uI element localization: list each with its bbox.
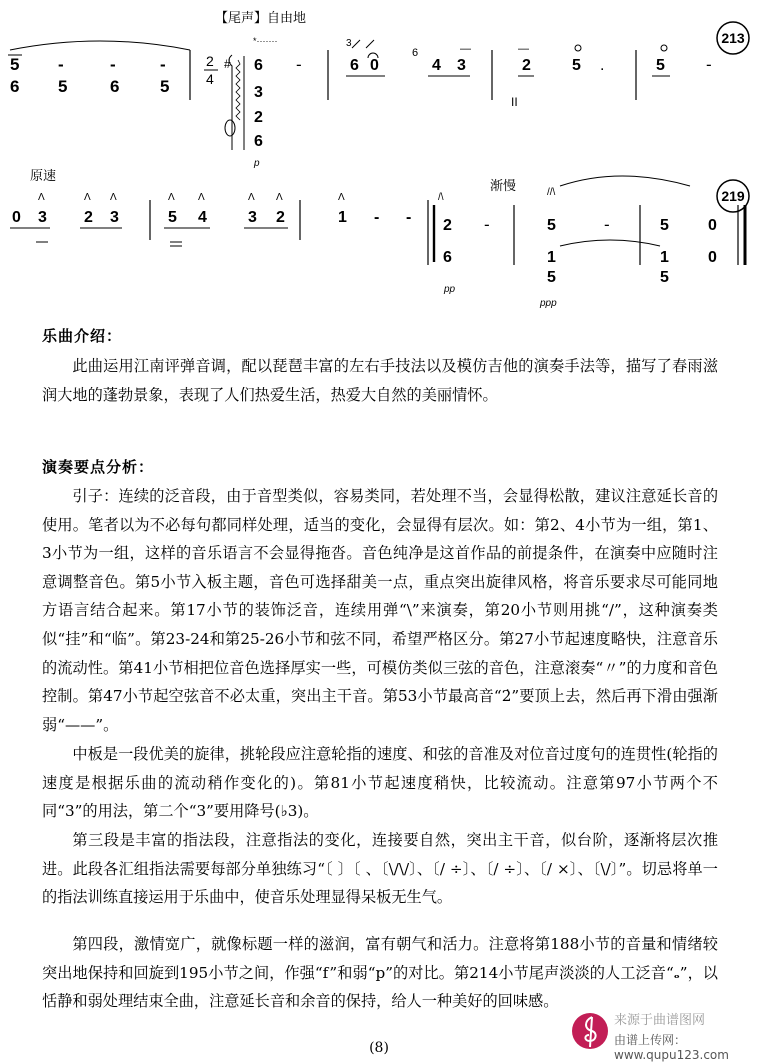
svg-text:6: 6	[350, 57, 359, 74]
svg-text:0: 0	[12, 209, 21, 226]
analysis-paragraph-1: 引子：连续的泛音段，由于音型类似，容易类同，若处理不当，会显得松散，建议注意延长音的使用。笔者以为不必每句都同样处理，适当的变化，会显得有层次。如：第2、4小节为一组，第1、3小节为一组，这样的音乐语言不会显得拖沓。音色纯净是这首作品的前提条件，在演奏中应随时注意调整音色。第5小节入板主题，音色可选择甜美一点，重点突出旋律风格，将音乐要求尽可能同地方语言结合起来。第17小节的装饰泛音，连续用弹“\”来演奏，第20小节则用挑“/”，这种演奏类似“挂”和“临”。第23-24和第25-26小节和弦不同，希望严格区分。第27小节起速度略快，注意音乐的流动性。第41小节相把位音色选择厚实一些，可模仿类似三弦的音色，注意滚奏“〃”的力度和音色控制。第47小节起空弦音不必太重，突出主干音。第53小节最高音“2̇”要顶上去，然后再下滑由强渐弱“——”。	[42, 487, 718, 734]
svg-text:1: 1	[338, 209, 347, 226]
svg-text:3: 3	[38, 209, 47, 226]
harmonic-label: II	[511, 95, 518, 109]
svg-text:Λ: Λ	[38, 192, 45, 203]
slur	[10, 41, 190, 50]
svg-text:-: -	[374, 209, 380, 226]
analysis-paragraph-4: 第四段，激情宽广，就像标题一样的滋润，富有朝气和活力。注意将第188小节的音量和情绪较突出地保持和回旋到195小节之间，作强“f”和弱“p”的对比。第214小节尾声淡淡的人工泛音“𝅝”，以恬静和弱处理结束全曲，注意延长音和余音的保持，给人一种美好的回味感。	[42, 935, 718, 1011]
watermark-line-1: 来源于曲谱图网	[614, 1013, 706, 1028]
dynamic-ppp: ppp	[540, 298, 557, 309]
svg-text:5: 5	[547, 269, 556, 286]
svg-text:5: 5	[660, 217, 669, 234]
svg-text:4: 4	[198, 209, 207, 226]
tempo-yuansu: 原速	[30, 168, 57, 183]
svg-text:2: 2	[276, 209, 285, 226]
svg-text:-: -	[484, 215, 490, 234]
dots-mark: *·······	[253, 36, 278, 46]
svg-text:0: 0	[708, 217, 717, 234]
time-sig-top: 2	[206, 53, 214, 69]
svg-text:3: 3	[248, 209, 257, 226]
svg-text://\: //\	[547, 187, 556, 198]
svg-text:5: 5	[656, 57, 665, 74]
svg-text:Λ: Λ	[248, 192, 255, 203]
watermark	[562, 1005, 752, 1062]
dynamic-pp: pp	[444, 284, 456, 295]
svg-text:-: -	[110, 55, 116, 74]
svg-text:6: 6	[412, 47, 419, 59]
svg-text:2: 2	[84, 209, 93, 226]
svg-text:5: 5	[168, 209, 177, 226]
intro-heading: 乐曲介绍：	[42, 327, 123, 345]
svg-text:3: 3	[457, 57, 466, 74]
svg-text:-: -	[58, 55, 64, 74]
svg-text:5: 5	[660, 269, 669, 286]
svg-text:213: 213	[721, 30, 745, 46]
svg-text:0: 0	[370, 57, 379, 74]
svg-text:Λ: Λ	[338, 192, 345, 203]
svg-text:6: 6	[110, 77, 120, 96]
svg-text:/\: /\	[438, 192, 444, 203]
score-excerpt	[0, 0, 758, 310]
svg-text:6: 6	[10, 77, 20, 96]
intro-paragraph: 此曲运用江南评弹音调，配以琵琶丰富的左右手技法以及模仿吉他的演奏手法等，描写了春雨滋润大地的蓬勃景象，表现了人们热爱生活，热爱大自然的美丽情怀。	[42, 357, 718, 404]
svg-text:-: -	[296, 55, 302, 74]
svg-text:2: 2	[254, 109, 263, 126]
svg-text:3: 3	[346, 38, 352, 49]
svg-text:4: 4	[432, 57, 441, 74]
analysis-paragraph-3: 第三段是丰富的指法段，注意指法的变化，连接要自然，突出主干音，似台阶，逐渐将层次推进。此段各汇组指法需要每部分单独练习“〔 〕〔 、〔\/\/〕、〔/ ÷〕、〔/ ÷〕、〔/ ×〕、〔\/〕”。切忌将单一的指法训练直接运用于乐曲中，使音乐处理显得呆板无生气。	[42, 831, 718, 907]
svg-text:Λ: Λ	[276, 192, 283, 203]
svg-text:-: -	[604, 215, 610, 234]
svg-text:-: -	[406, 209, 412, 226]
tempo-jianman: 渐慢	[490, 178, 517, 193]
svg-text:1: 1	[547, 249, 556, 266]
svg-text:219: 219	[721, 188, 745, 204]
notes-row-1	[10, 55, 169, 96]
mark: #	[224, 57, 231, 71]
watermark-line-2: 由谱上传网：www.qupu123.com	[614, 1033, 729, 1062]
time-sig-bottom: 4	[206, 71, 214, 87]
svg-text:Λ: Λ	[198, 192, 205, 203]
svg-text:5: 5	[10, 55, 20, 74]
svg-text:6: 6	[254, 57, 263, 74]
svg-text:-: -	[160, 55, 166, 74]
svg-text:3: 3	[254, 84, 263, 101]
svg-text:0: 0	[708, 249, 717, 266]
analysis-heading: 演奏要点分析：	[42, 458, 155, 476]
svg-text:5: 5	[58, 77, 68, 96]
svg-text:1: 1	[660, 249, 669, 266]
svg-text:Λ: Λ	[110, 192, 117, 203]
chord-notes	[254, 57, 263, 150]
svg-text:6: 6	[443, 249, 452, 266]
svg-text:5: 5	[547, 217, 556, 234]
svg-text:2: 2	[443, 217, 452, 234]
treble-clef-logo-icon	[570, 1011, 610, 1051]
section-marker: 【尾声】自由地	[215, 10, 307, 25]
svg-text:Λ: Λ	[168, 192, 175, 203]
svg-text:Λ: Λ	[84, 192, 91, 203]
analysis-paragraph-2: 中板是一段优美的旋律，挑轮段应注意轮指的速度、和弦的音准及对位音过度句的连贯性(轮指的速度是根据乐曲的流动稍作变化的)。第81小节起速度稍快，比较流动。注意第97小节两个不同“3”的用法，第二个“3”要用降号(♭3)。	[42, 745, 718, 821]
svg-text:—: —	[460, 43, 471, 55]
svg-text:—: —	[518, 43, 529, 55]
svg-text:5: 5	[572, 57, 581, 74]
jianpu-score	[0, 0, 758, 310]
svg-text:-: -	[706, 55, 712, 74]
dynamic-p: p	[254, 158, 260, 169]
svg-text:5: 5	[160, 77, 170, 96]
svg-text:3: 3	[110, 209, 119, 226]
accent-marks	[38, 192, 345, 203]
svg-text:6: 6	[254, 133, 263, 150]
notes-row-2	[12, 200, 411, 240]
svg-text:2: 2	[522, 57, 531, 74]
page-number: (8)	[369, 1040, 389, 1056]
svg-text:.: .	[600, 57, 605, 74]
